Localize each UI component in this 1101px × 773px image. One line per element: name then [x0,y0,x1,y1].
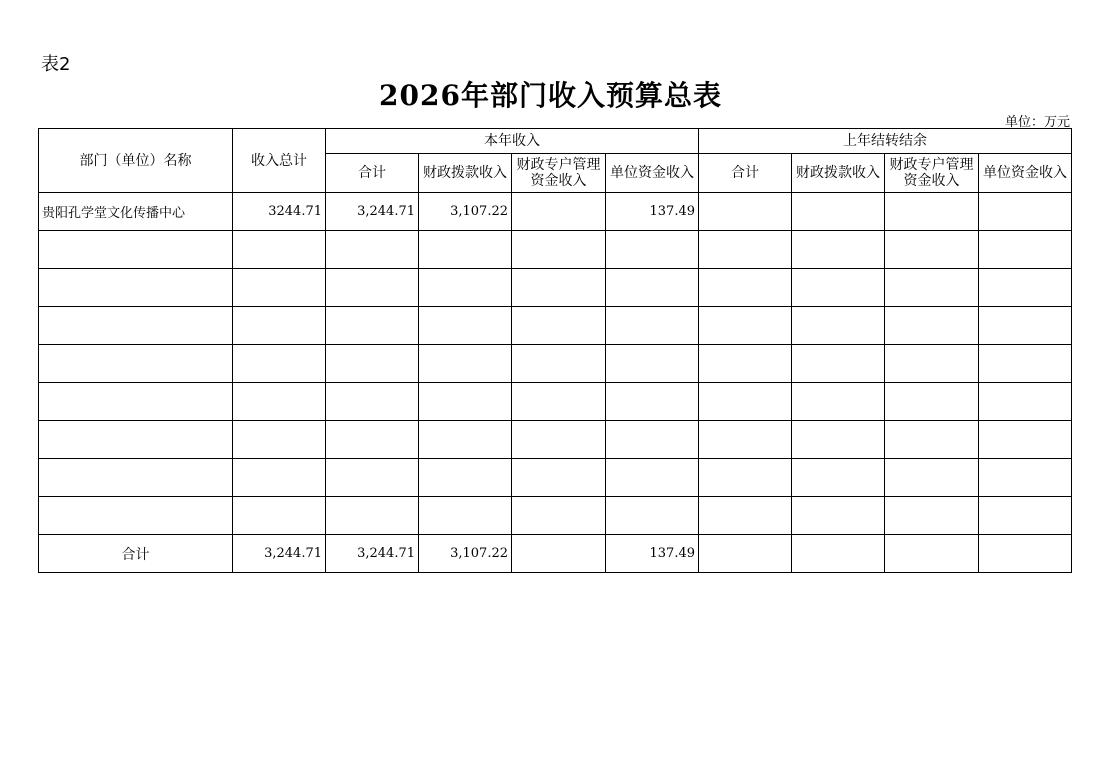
cell-cy-special [512,231,606,269]
cell-income-total [233,497,326,535]
header-cy-total: 合计 [326,154,419,193]
cell-py-total [699,345,792,383]
cell-cy-unit-funds [606,307,699,345]
cell-cy-total [326,269,419,307]
header-cy-fiscal: 财政拨款收入 [419,154,512,193]
page-title: 2026年部门收入预算总表 [379,79,722,112]
cell-py-unit-funds [979,421,1072,459]
table-row [39,383,1072,421]
cell-total-py-total [699,535,792,573]
cell-total-cy-special [512,535,606,573]
cell-py-unit-funds [979,459,1072,497]
cell-total-label: 合计 [39,535,233,573]
cell-dept-name [39,497,233,535]
cell-cy-fiscal [419,307,512,345]
header-dept-name: 部门（单位）名称 [39,129,233,193]
cell-cy-total [326,497,419,535]
cell-income-total [233,307,326,345]
unit-label: 单位：万元 [1004,115,1070,130]
cell-total-py-unit-funds [979,535,1072,573]
cell-py-unit-funds [979,345,1072,383]
cell-py-special [885,307,979,345]
cell-cy-unit-funds [606,345,699,383]
cell-py-total [699,383,792,421]
cell-dept-name [39,307,233,345]
cell-cy-unit-funds [606,497,699,535]
table-row [39,459,1072,497]
cell-cy-total [326,459,419,497]
cell-cy-special [512,345,606,383]
cell-cy-special [512,269,606,307]
cell-cy-total [326,231,419,269]
cell-cy-special [512,193,606,231]
cell-py-fiscal [792,459,885,497]
cell-py-unit-funds [979,269,1072,307]
cell-py-special [885,497,979,535]
cell-py-total [699,459,792,497]
cell-py-fiscal [792,383,885,421]
header-py-fiscal: 财政拨款收入 [792,154,885,193]
cell-py-special [885,345,979,383]
cell-income-total: 3244.71 [233,193,326,231]
cell-py-total [699,231,792,269]
cell-income-total [233,345,326,383]
cell-cy-special [512,383,606,421]
total-row [39,535,1072,573]
cell-py-unit-funds [979,497,1072,535]
cell-py-unit-funds [979,231,1072,269]
cell-dept-name [39,459,233,497]
cell-total-cy-fiscal: 3,107.22 [419,535,512,573]
header-py-total: 合计 [699,154,792,193]
table-row [39,307,1072,345]
header-cy-special: 财政专户管理资金收入 [512,154,606,193]
header-py-special: 财政专户管理资金收入 [885,154,979,193]
cell-cy-fiscal [419,459,512,497]
cell-py-total [699,421,792,459]
cell-py-special [885,269,979,307]
cell-py-fiscal [792,307,885,345]
cell-cy-unit-funds [606,269,699,307]
cell-py-fiscal [792,497,885,535]
cell-income-total [233,231,326,269]
cell-cy-fiscal [419,231,512,269]
header-income-total: 收入总计 [233,129,326,193]
cell-cy-total [326,383,419,421]
budget-table [38,128,1072,573]
cell-total-income-total: 3,244.71 [233,535,326,573]
cell-dept-name [39,231,233,269]
cell-py-total [699,193,792,231]
cell-cy-special [512,421,606,459]
cell-total-py-fiscal [792,535,885,573]
cell-cy-total [326,307,419,345]
cell-py-unit-funds [979,307,1072,345]
header-py-unit-funds: 单位资金收入 [979,154,1072,193]
cell-py-special [885,193,979,231]
cell-cy-total [326,345,419,383]
header-row-1 [39,129,1072,154]
cell-income-total [233,421,326,459]
cell-py-special [885,383,979,421]
cell-cy-fiscal [419,269,512,307]
cell-cy-special [512,307,606,345]
table-row [39,269,1072,307]
cell-income-total [233,383,326,421]
header-prev-year-carryover: 上年结转结余 [699,129,1072,154]
cell-cy-unit-funds [606,459,699,497]
cell-income-total [233,459,326,497]
cell-dept-name [39,383,233,421]
cell-cy-fiscal [419,421,512,459]
cell-dept-name [39,345,233,383]
cell-income-total [233,269,326,307]
cell-cy-fiscal: 3,107.22 [419,193,512,231]
cell-total-cy-total: 3,244.71 [326,535,419,573]
cell-cy-unit-funds [606,231,699,269]
cell-py-special [885,459,979,497]
cell-cy-unit-funds [606,383,699,421]
cell-py-special [885,231,979,269]
table-row [39,231,1072,269]
cell-total-cy-unit-funds: 137.49 [606,535,699,573]
cell-dept-name [39,421,233,459]
cell-cy-fiscal [419,345,512,383]
cell-cy-unit-funds: 137.49 [606,193,699,231]
table-number-label: 表2 [41,54,71,75]
table-row [39,345,1072,383]
cell-cy-total: 3,244.71 [326,193,419,231]
cell-cy-fiscal [419,497,512,535]
cell-py-fiscal [792,231,885,269]
cell-cy-total [326,421,419,459]
table-row [39,193,1072,231]
cell-py-fiscal [792,193,885,231]
cell-py-unit-funds [979,383,1072,421]
cell-py-total [699,497,792,535]
header-current-year-income: 本年收入 [326,129,699,154]
cell-total-py-special [885,535,979,573]
cell-cy-special [512,459,606,497]
cell-py-fiscal [792,269,885,307]
cell-cy-special [512,497,606,535]
cell-py-fiscal [792,345,885,383]
cell-py-total [699,307,792,345]
header-cy-unit-funds: 单位资金收入 [606,154,699,193]
cell-cy-fiscal [419,383,512,421]
cell-dept-name: 贵阳孔学堂文化传播中心 [39,193,233,231]
cell-dept-name [39,269,233,307]
cell-py-total [699,269,792,307]
table-row [39,421,1072,459]
cell-py-unit-funds [979,193,1072,231]
table-row [39,497,1072,535]
cell-py-fiscal [792,421,885,459]
cell-py-special [885,421,979,459]
cell-cy-unit-funds [606,421,699,459]
